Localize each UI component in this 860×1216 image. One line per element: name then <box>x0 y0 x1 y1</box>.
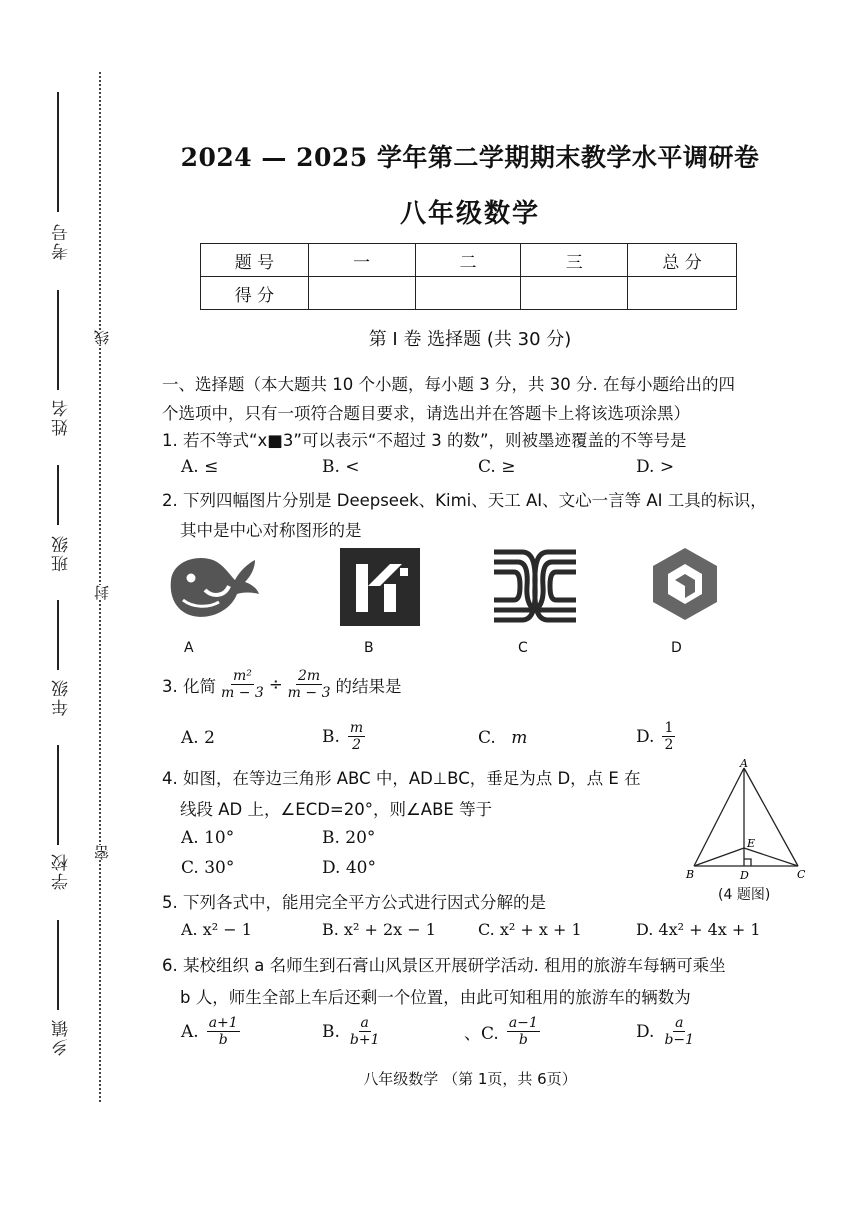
q3-option-b-den: 2 <box>352 737 361 754</box>
exam-title: 2024 — 2025 学年第二学期期末教学水平调研卷 <box>180 143 760 172</box>
fig-label-b: B <box>686 868 695 881</box>
field-name-label: 姓名 <box>52 398 72 436</box>
field-line <box>57 600 59 670</box>
q6-option-c-label: 、C. <box>464 1024 499 1045</box>
page-footer: 八年级数学 （第 1页，共 6页） <box>363 1070 577 1088</box>
q1-stem: 1. 若不等式“x■3”可以表示“不超过 3 的数”，则被墨迹覆盖的不等号是 <box>162 431 687 450</box>
q1-option-b: B. < <box>322 457 360 477</box>
score-header-cell: 一 <box>308 244 415 277</box>
q3-option-d-num: 1 <box>664 720 674 736</box>
q6-option-c-den: b <box>518 1032 528 1049</box>
field-exam-number-label: 考号 <box>52 222 72 260</box>
q1-option-d: D. > <box>636 457 675 477</box>
q3-frac2-numerator: 2m <box>297 668 321 684</box>
q4-stem-line-1: 4. 如图，在等边三角形 ABC 中，AD⊥BC，垂足为点 D，点 E 在 <box>162 769 641 788</box>
q3-option-d-label: D. <box>636 726 655 747</box>
q2-label-d: D <box>671 640 682 656</box>
score-table-score-row <box>201 277 737 310</box>
field-grade-label: 年级 <box>52 678 72 716</box>
q1-option-c: C. ≥ <box>478 457 516 477</box>
fig-label-a: A <box>740 758 748 770</box>
q6-option-b <box>322 1015 382 1048</box>
field-school-label: 学校 <box>52 852 72 890</box>
q5-option-b: B. x² + 2x − 1 <box>322 920 436 939</box>
q6-option-a-label: A. <box>181 1021 199 1042</box>
q6-option-b-num: a <box>360 1015 369 1031</box>
q6-option-d-den: b−1 <box>664 1032 695 1049</box>
q5-option-d: D. 4x² + 4x + 1 <box>636 920 761 939</box>
score-table-header-row <box>201 244 737 277</box>
exam-subtitle: 八年级数学 <box>399 199 540 229</box>
logo-a-whale-icon <box>165 550 261 622</box>
q6-option-d-fraction <box>662 1015 696 1048</box>
q2-stem-line-1: 2. 下列四幅图片分别是 Deepseek、Kimi、天工 AI、文心一言等 AI 工具的标识， <box>162 491 767 510</box>
q6-option-b-label: B. <box>322 1021 340 1042</box>
q4-option-a: A. 10° <box>181 828 235 848</box>
q3-frac1-numerator: m² <box>232 668 252 684</box>
q3-frac2-denominator: m − 3 <box>287 685 331 702</box>
score-header-cell: 总 分 <box>628 244 737 277</box>
q6-option-a <box>181 1015 240 1048</box>
q6-option-d <box>636 1015 696 1048</box>
fig-label-c: C <box>797 868 806 881</box>
seal-char-secret: 密 <box>93 845 111 860</box>
q3-option-b-num: m <box>349 720 364 736</box>
q3-option-d <box>636 720 675 753</box>
q6-stem-line-1: 6. 某校组织 a 名师生到石膏山风景区开展研学活动. 租用的旅游车每辆可乘坐 <box>162 956 726 975</box>
q6-option-a-den: b <box>218 1032 228 1049</box>
instructions-line-2: 个选项中，只有一项符合题目要求，请选出并在答题卡上将该选项涂黑） <box>162 404 690 423</box>
q3-option-c-value: m <box>511 728 528 748</box>
q4-figure-caption: (4 题图) <box>718 887 771 903</box>
q2-label-b: B <box>364 640 374 656</box>
logo-b-kimi-icon <box>340 548 420 626</box>
section-title: 第 I 卷 选择题 (共 30 分) <box>368 329 572 350</box>
q3-fraction-2 <box>286 668 333 701</box>
q3-option-b-label: B. <box>322 726 340 747</box>
q2-stem-line-2: 其中是中心对称图形的是 <box>180 521 362 540</box>
q3-frac1-denominator: m − 3 <box>221 685 264 702</box>
q3-option-b <box>322 720 365 753</box>
q4-option-b: B. 20° <box>322 828 376 848</box>
field-line <box>57 290 59 390</box>
q3-option-a: A. 2 <box>181 728 215 748</box>
q3-option-b-fraction <box>348 720 365 753</box>
logo-d-wenxin-icon <box>650 546 720 622</box>
q6-option-d-num: a <box>675 1015 684 1031</box>
q3-fraction-1 <box>219 668 266 701</box>
field-line <box>57 745 59 845</box>
q4-triangle-figure <box>682 758 812 884</box>
q6-option-c <box>464 1015 540 1048</box>
field-class-label: 班级 <box>52 534 72 572</box>
q5-option-c: C. x² + x + 1 <box>478 920 582 939</box>
q3-option-d-fraction <box>662 720 675 753</box>
score-cell[interactable] <box>415 277 521 310</box>
fig-label-d: D <box>740 869 749 882</box>
q6-option-a-fraction <box>207 1015 240 1048</box>
score-header-cell: 三 <box>521 244 628 277</box>
q3-suffix: 的结果是 <box>335 676 402 696</box>
score-cell[interactable] <box>308 277 415 310</box>
score-header-cell: 二 <box>415 244 521 277</box>
score-table <box>200 243 737 310</box>
q5-option-a: A. x² − 1 <box>181 920 252 939</box>
seal-char-seal: 封 <box>93 585 111 600</box>
q1-option-a: A. ≤ <box>181 457 219 477</box>
q3-stem <box>162 668 401 701</box>
q5-stem: 5. 下列各式中，能用完全平方公式进行因式分解的是 <box>162 893 546 912</box>
score-cell[interactable] <box>628 277 737 310</box>
q4-option-d: D. 40° <box>322 858 376 878</box>
q4-stem-line-2: 线段 AD 上，∠ECD=20°，则∠ABE 等于 <box>180 800 493 819</box>
instructions-line-1: 一、选择题（本大题共 10 个小题，每小题 3 分，共 30 分. 在每小题给出的四 <box>162 375 735 394</box>
q6-stem-line-2: b 人，师生全部上车后还剩一个位置，由此可知租用的旅游车的辆数为 <box>180 988 691 1007</box>
q6-option-c-fraction <box>507 1015 540 1048</box>
score-cell[interactable] <box>521 277 628 310</box>
q6-option-c-num: a−1 <box>508 1015 538 1031</box>
score-header-cell: 题 号 <box>201 244 309 277</box>
score-row-label: 得 分 <box>201 277 309 310</box>
q4-option-c: C. 30° <box>181 858 235 878</box>
q3-option-c-label: C. <box>478 728 496 748</box>
seal-char-line: 线 <box>93 330 111 345</box>
q3-option-c <box>478 728 527 748</box>
q3-prefix: 3. 化简 <box>162 676 216 696</box>
field-town-label: 乡镇 <box>52 1018 72 1056</box>
q6-option-b-den: b+1 <box>349 1032 380 1049</box>
fig-label-e: E <box>747 837 756 850</box>
q2-label-a: A <box>184 640 194 656</box>
q6-option-d-label: D. <box>636 1021 655 1042</box>
q3-option-d-den: 2 <box>664 737 674 754</box>
field-line <box>57 920 59 1010</box>
field-line <box>57 92 59 212</box>
q6-option-b-fraction <box>348 1015 382 1048</box>
q2-label-c: C <box>518 640 528 656</box>
logo-c-tiangong-icon <box>492 546 578 626</box>
q3-divide-sign: ÷ <box>268 675 283 695</box>
field-line <box>57 465 59 525</box>
q6-option-a-num: a+1 <box>208 1015 238 1031</box>
